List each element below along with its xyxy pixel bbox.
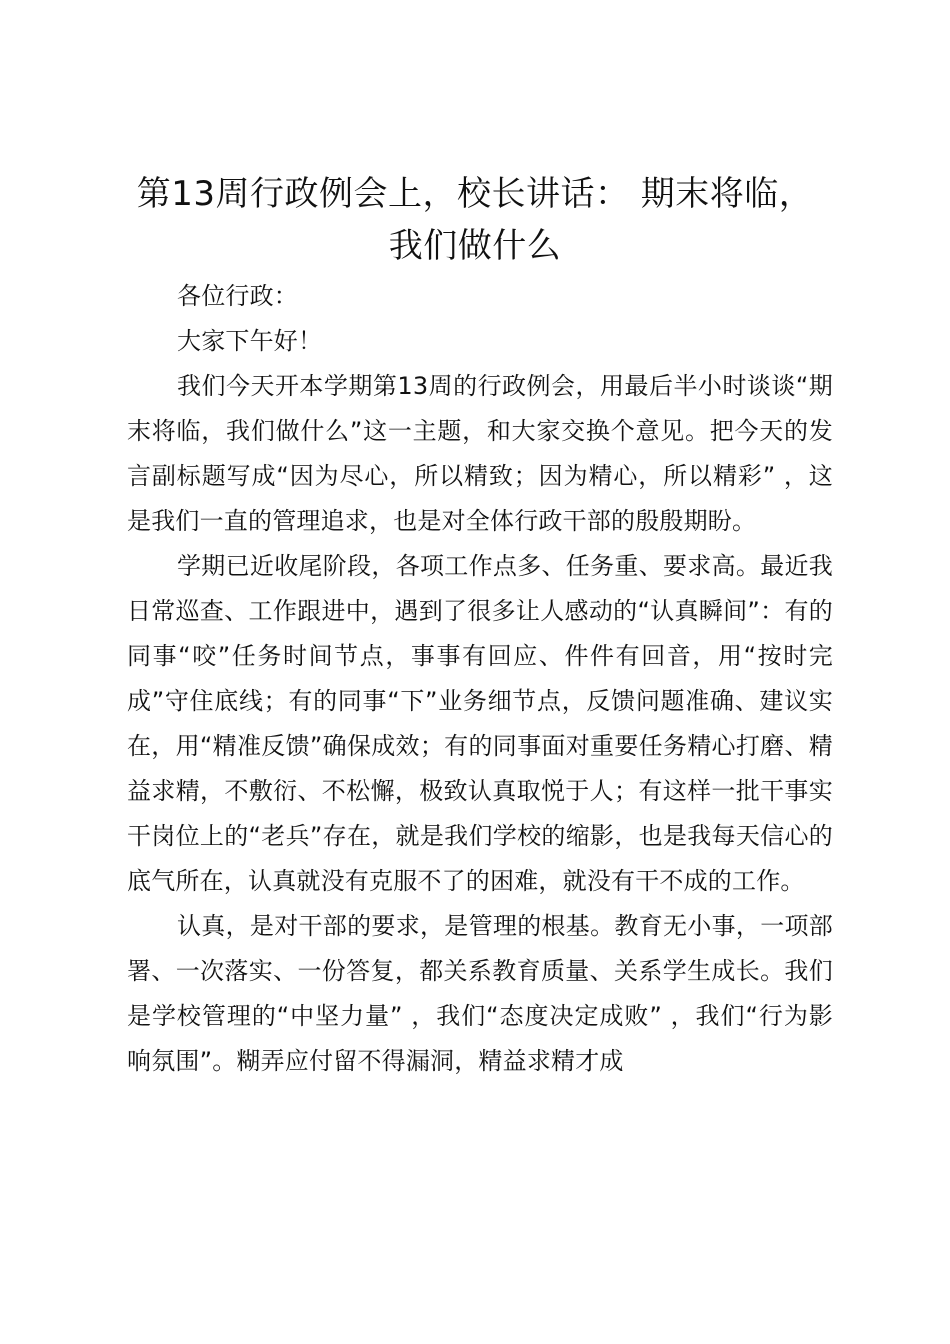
body-paragraph: 认真，是对干部的要求，是管理的根基。教育无小事，一项部署、一次落实、一份答复，都关系教育质量、关系学生成长。我们是学校管理的“中坚力量” ，我们“态度决定成败” ，我们“行为影响氛围”。糊弄应付留不得漏洞，精益求精才成: [127, 912, 833, 1075]
salutation-paragraph: 各位行政：: [177, 282, 298, 310]
body-paragraph: 我们今天开本学期第13周的行政例会，用最后半小时谈谈“期末将临，我们做什么”这一主题，和大家交换个意见。把今天的发言副标题写成“因为尽心，所以精致；因为精心，所以精彩” ，这是我们一直的管理追求，也是对全体行政干部的殷殷期盼。: [127, 372, 833, 535]
body-paragraph: 学期已近收尾阶段，各项工作点多、任务重、要求高。最近我日常巡查、工作跟进中，遇到了很多让人感动的“认真瞬间”：有的同事“咬”任务时间节点，事事有回应、件件有回音，用“按时完成”守住底线；有的同事“下”业务细节点，反馈问题准确、建议实在，用“精准反馈”确保成效；有的同事面对重要任务精心打磨、精益求精，不敷衍、不松懈，极致认真取悦于人；有这样一批干事实干岗位上的“老兵”存在，就是我们学校的缩影，也是我每天信心的底气所在，认真就没有克服不了的困难，就没有干不成的工作。: [127, 552, 833, 895]
document-title: 第13周行政例会上，校长讲话： 期末将临，我们做什么: [136, 174, 814, 266]
greeting-paragraph: 大家下午好！: [177, 327, 323, 355]
document-body: [127, 274, 833, 1084]
